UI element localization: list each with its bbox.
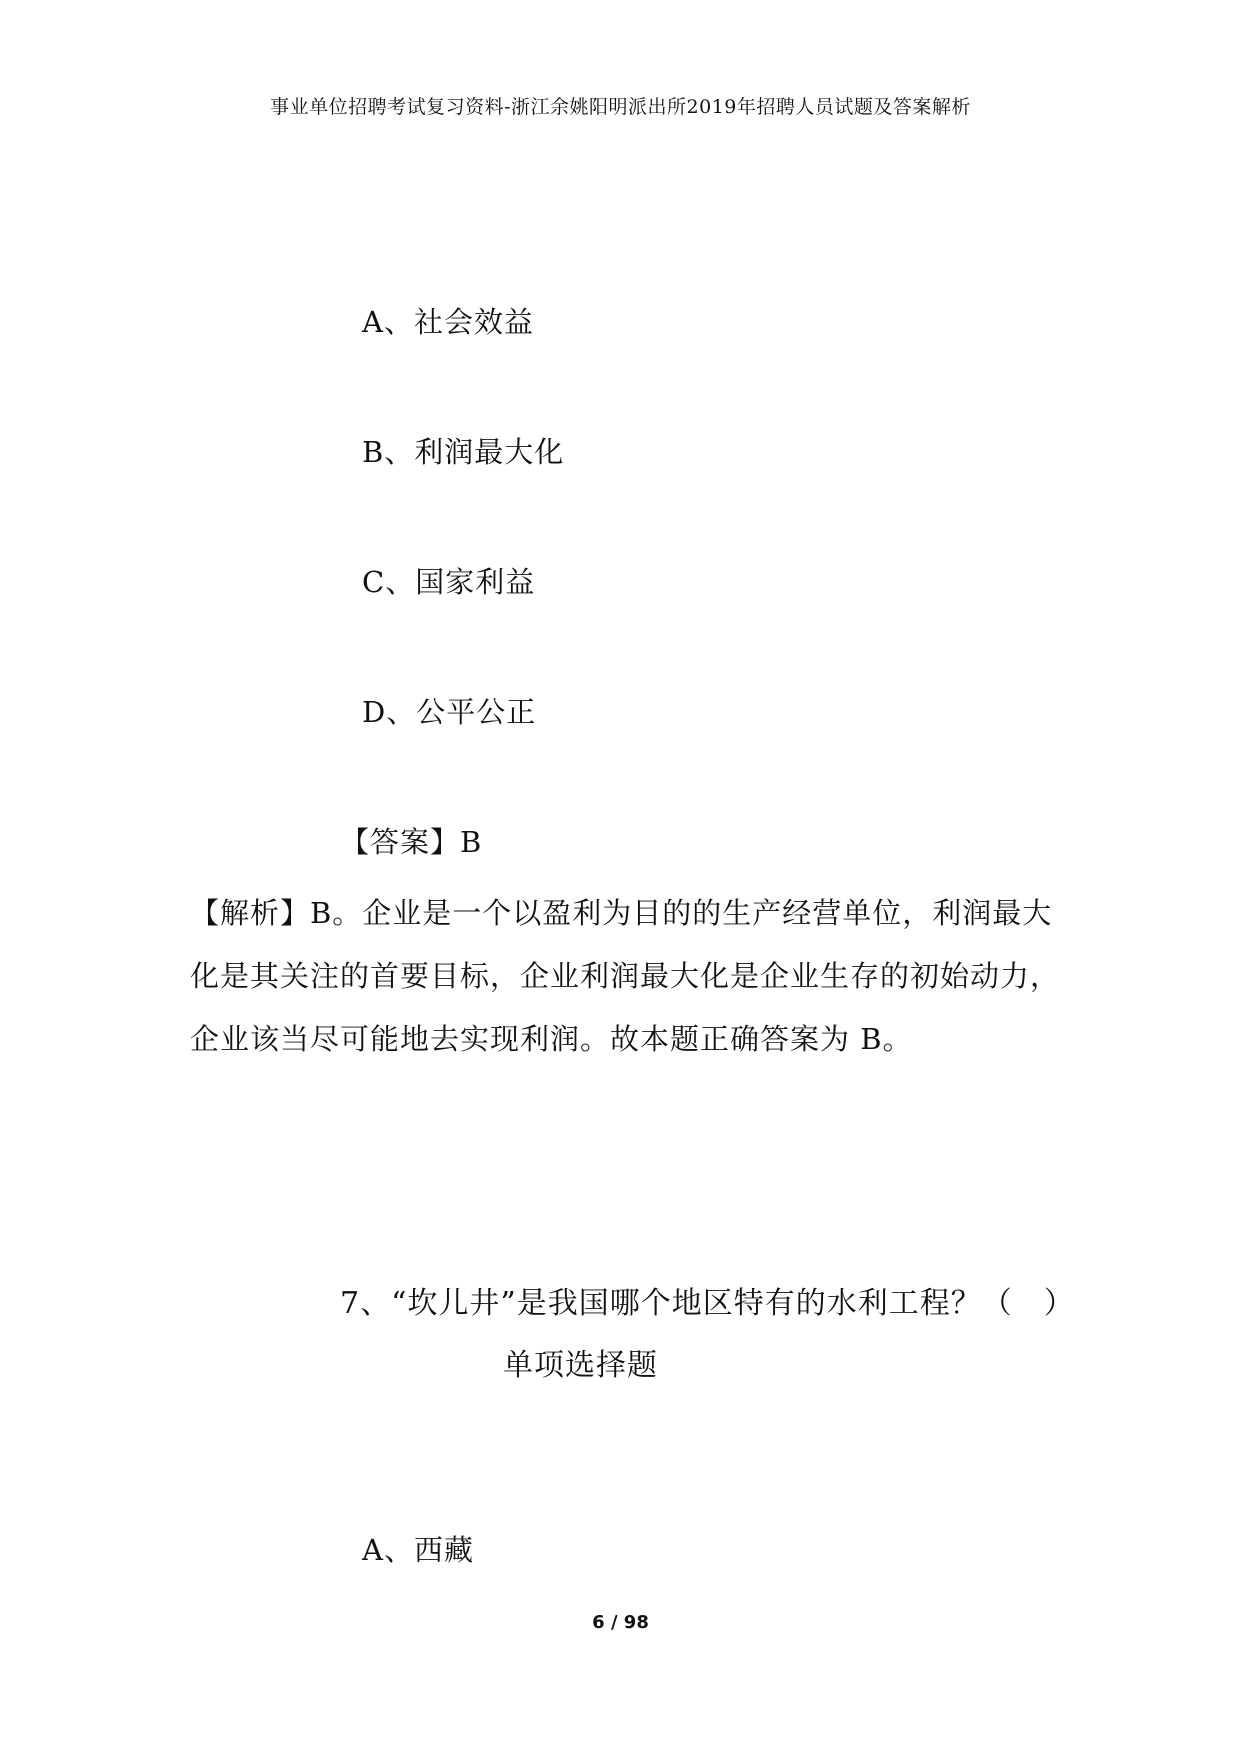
option-b: B、利润最大化 bbox=[362, 435, 565, 469]
question-7-text: 7、“坎儿井”是我国哪个地区特有的水利工程？（ ） bbox=[340, 1286, 1075, 1321]
option-d: D、公平公正 bbox=[362, 695, 537, 729]
page-number: 6 / 98 bbox=[592, 1612, 649, 1633]
document-header: 事业单位招聘考试复习资料-浙江余姚阳明派出所2019年招聘人员试题及答案解析 bbox=[270, 96, 971, 118]
analysis-paragraph: 【解析】B。企业是一个以盈利为目的的生产经营单位，利润最大化是其关注的首要目标，企业利润最大化是企业生存的初始动力，企业该当尽可能地去实现利润。故本题正确答案为 B。 bbox=[190, 896, 1061, 1056]
question-7-option-a: A、西藏 bbox=[362, 1533, 474, 1567]
option-a: A、社会效益 bbox=[362, 305, 534, 339]
answer-line: 【答案】B bbox=[340, 825, 483, 859]
question-type-label: 单项选择题 bbox=[503, 1348, 658, 1383]
option-c: C、国家利益 bbox=[362, 565, 536, 599]
